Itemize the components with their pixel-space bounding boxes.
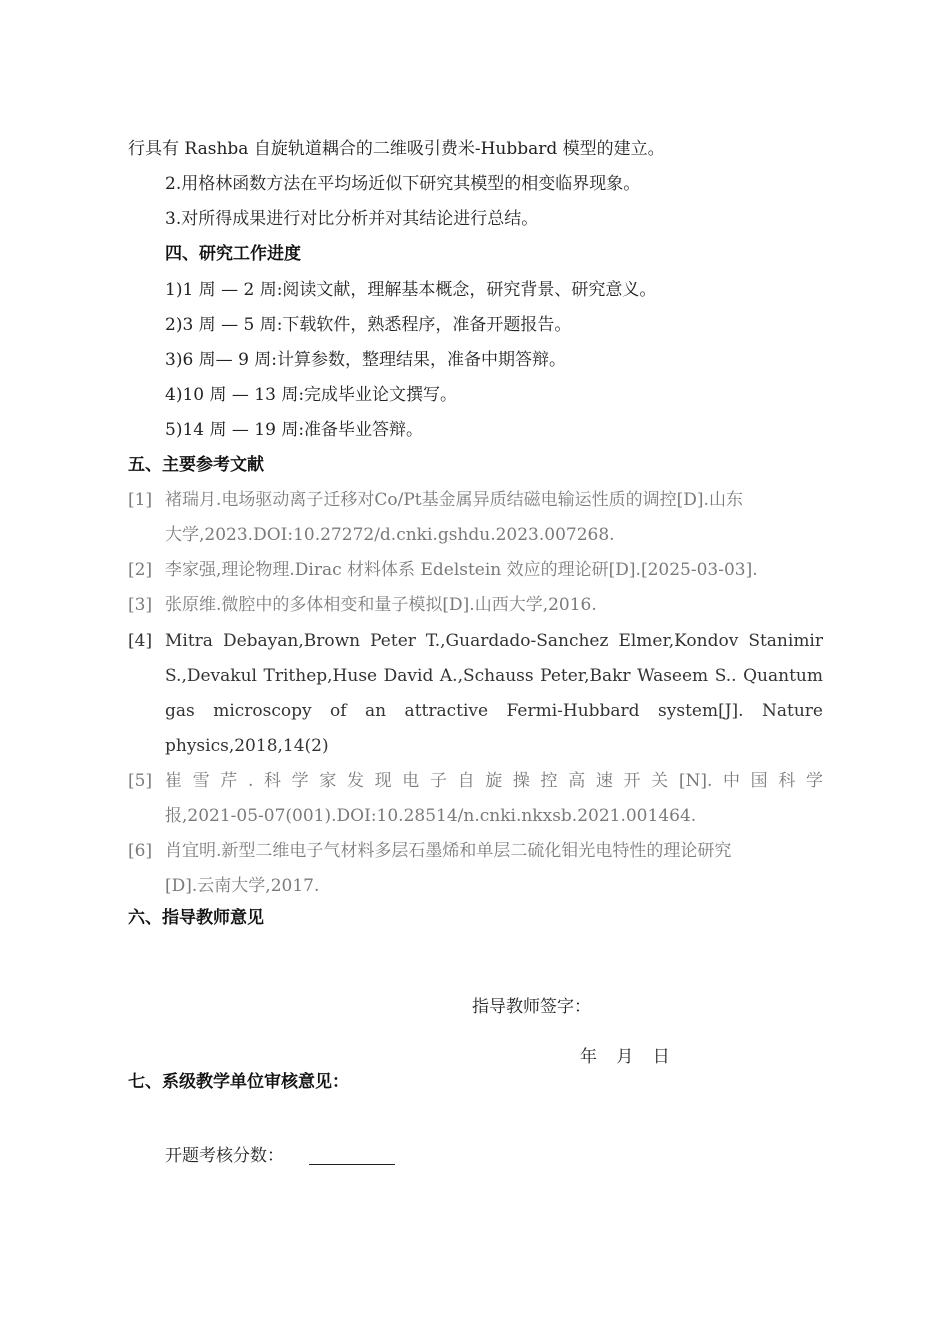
reference-line: 李家强,理论物理.Dirac 材料体系 Edelstein 效应的理论研[D].[2025-03-03]. bbox=[165, 560, 758, 580]
reference-line: physics,2018,14(2) bbox=[165, 736, 329, 756]
schedule-row: 2)3 周 — 5 周:下载软件，熟悉程序，准备开题报告。 bbox=[165, 315, 572, 335]
section-6-heading: 六、指导教师意见 bbox=[128, 908, 264, 928]
schedule-row: 3)6 周— 9 周:计算参数，整理结果，准备中期答辩。 bbox=[165, 350, 567, 370]
schedule-row: 1)1 周 — 2 周:阅读文献，理解基本概念，研究背景、研究意义。 bbox=[165, 280, 657, 300]
schedule-row: 4)10 周 — 13 周:完成毕业论文撰写。 bbox=[165, 385, 458, 405]
section-7-heading: 七、系级教学单位审核意见： bbox=[128, 1072, 349, 1092]
content-item-3: 3.对所得成果进行对比分析并对其结论进行总结。 bbox=[165, 209, 539, 229]
schedule-row: 5)14 周 — 19 周:准备毕业答辩。 bbox=[165, 420, 424, 440]
date-label: 年 月 日 bbox=[580, 1047, 670, 1067]
reference-line: 大学,2023.DOI:10.27272/d.cnki.gshdu.2023.007268. bbox=[165, 525, 615, 545]
section-5-heading: 五、主要参考文献 bbox=[128, 455, 264, 475]
reference-line: S.,Devakul Trithep,Huse David A.,Schauss Peter,Bakr Waseem S.. Quantum bbox=[165, 666, 823, 686]
reference-line: 崔雪芹.科学家发现电子自旋操控高速开关[N].中国科学 bbox=[165, 771, 823, 791]
content-item-2: 2.用格林函数方法在平均场近似下研究其模型的相变临界现象。 bbox=[165, 174, 641, 194]
reference-number: [4] bbox=[128, 631, 153, 651]
reference-number: [2] bbox=[128, 560, 153, 580]
reference-number: [1] bbox=[128, 490, 153, 510]
reference-number: [3] bbox=[128, 595, 153, 615]
paragraph-continuation: 行具有 Rashba 自旋轨道耦合的二维吸引费米-Hubbard 模型的建立。 bbox=[128, 139, 665, 159]
reference-number: [6] bbox=[128, 841, 153, 861]
score-blank-line bbox=[309, 1164, 395, 1165]
score-label: 开题考核分数： bbox=[165, 1146, 284, 1166]
reference-line: Mitra Debayan,Brown Peter T.,Guardado-Sanchez Elmer,Kondov Stanimir bbox=[165, 631, 823, 651]
reference-number: [5] bbox=[128, 771, 153, 791]
signature-label: 指导教师签字： bbox=[472, 997, 591, 1017]
reference-line: gas microscopy of an attractive Fermi-Hubbard system[J]. Nature bbox=[165, 701, 823, 721]
reference-line: 张原维.微腔中的多体相变和量子模拟[D].山西大学,2016. bbox=[165, 595, 597, 615]
section-4-heading: 四、研究工作进度 bbox=[165, 244, 301, 264]
reference-line: 褚瑞月.电场驱动离子迁移对Co/Pt基金属异质结磁电输运性质的调控[D].山东 bbox=[165, 490, 743, 510]
reference-line: 报,2021-05-07(001).DOI:10.28514/n.cnki.nkxsb.2021.001464. bbox=[165, 806, 697, 826]
reference-line: [D].云南大学,2017. bbox=[165, 876, 320, 896]
reference-line: 肖宜明.新型二维电子气材料多层石墨烯和单层二硫化钼光电特性的理论研究 bbox=[165, 841, 732, 861]
